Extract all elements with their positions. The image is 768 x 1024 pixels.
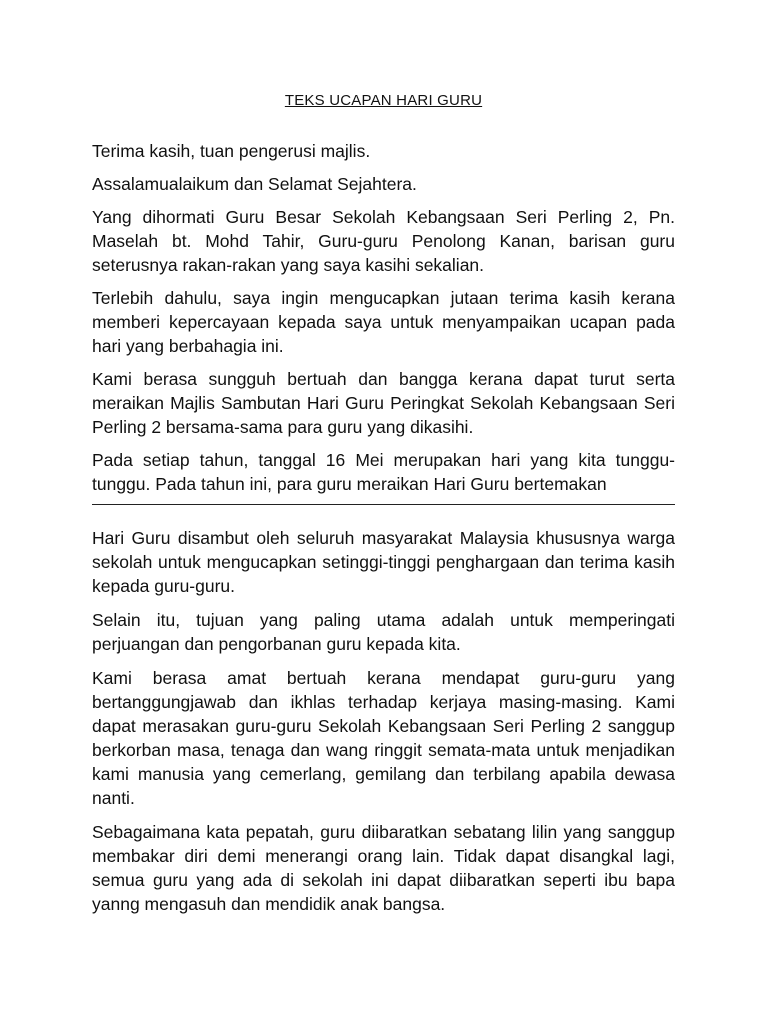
speech-body-part-2	[92, 526, 675, 916]
paragraph-theme-intro: Pada setiap tahun, tanggal 16 Mei merupakan hari yang kita tunggu-tunggu. Pada tahun ini, para guru meraikan Hari Guru bertemakan	[92, 450, 675, 494]
paragraph-celebration: Kami berasa sungguh bertuah dan bangga kerana dapat turut serta meraikan Majlis Sambutan Hari Guru Peringkat Sekolah Kebangsaan Seri Perling 2 bersama-sama para guru yang dikasihi.	[92, 369, 675, 437]
paragraph-purpose: Selain itu, tujuan yang paling utama adalah untuk memperingati perjuangan dan pengorbanan guru kepada kita.	[92, 610, 675, 654]
speech-body-part-1	[92, 139, 675, 496]
document-page	[92, 92, 675, 926]
paragraph-dedicated-teachers: Kami berasa amat bertuah kerana mendapat guru-guru yang bertanggungjawab dan ikhlas terhadap kerjaya masing-masing. Kami dapat merasakan guru-guru Sekolah Kebangsaan Seri Perling 2 sanggup berkorban masa, tenaga dan wang ringgit semata-mata untuk menjadikan kami manusia yang cemerlang, gemilang dan terbilang apabila dewasa nanti.	[92, 668, 675, 808]
paragraph-candle-proverb: Sebagaimana kata pepatah, guru diibaratkan sebatang lilin yang sanggup membakar diri demi menerangi orang lain. Tidak dapat disangkal lagi, semua guru yang ada di sekolah ini dapat diibaratkan seperti ibu bapa yanng mengasuh dan mendidik anak bangsa.	[92, 822, 675, 914]
theme-fill-in-blank	[92, 504, 675, 505]
document-title: TEKS UCAPAN HARI GURU	[284, 92, 483, 109]
paragraph-salam: Assalamualaikum dan Selamat Sejahtera.	[92, 174, 417, 194]
paragraph-celebrated-by-society: Hari Guru disambut oleh seluruh masyarakat Malaysia khususnya warga sekolah untuk mengucapkan setinggi-tinggi penghargaan dan terima kasih kepada guru-guru.	[92, 528, 675, 596]
paragraph-greeting-thanks: Terima kasih, tuan pengerusi majlis.	[92, 141, 371, 161]
paragraph-gratitude: Terlebih dahulu, saya ingin mengucapkan jutaan terima kasih kerana memberi kepercayaan kepada saya untuk menyampaikan ucapan pada hari yang berbahagia ini.	[92, 288, 675, 356]
paragraph-honored-guests: Yang dihormati Guru Besar Sekolah Kebangsaan Seri Perling 2, Pn. Maselah bt. Mohd Tahir, Guru-guru Penolong Kanan, barisan guru seterusnya rakan-rakan yang saya kasihi sekalian.	[92, 207, 675, 275]
